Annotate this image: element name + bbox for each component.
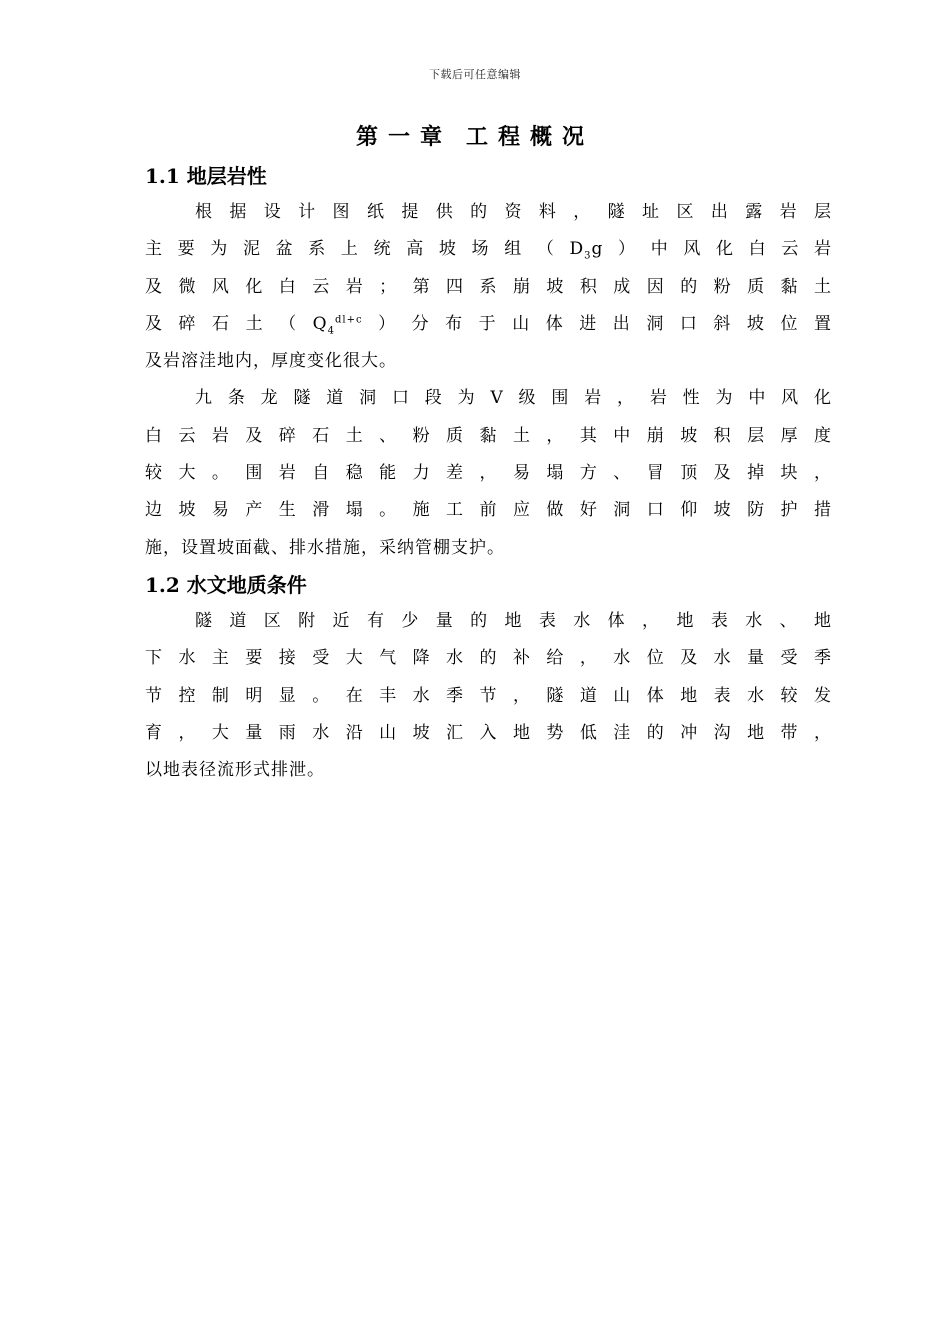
paragraph — [145, 194, 832, 380]
text-run: 及碎石土（Q — [145, 313, 328, 334]
paragraph-line: 及岩溶洼地内，厚度变化很大。 — [145, 351, 397, 372]
superscript: dl+c — [334, 314, 363, 326]
section-heading: 1.2 水文地质条件 — [145, 572, 307, 597]
text-run: 主要为泥盆系上统高坡场组（D — [145, 239, 585, 260]
subscript: 3 — [584, 250, 592, 262]
section-heading: 1.1 地层岩性 — [145, 164, 267, 188]
paragraph-line: 隧道区附近有少量的地表水体，地表水、地 — [195, 610, 832, 631]
document-body — [145, 158, 832, 789]
chapter-number: 第一章 — [355, 124, 452, 150]
subscript: 4 — [327, 325, 335, 337]
text-run: ）分布于山体进出洞口斜坡位置 — [362, 313, 832, 334]
header-note: 下载后可任意编辑 — [429, 68, 521, 81]
chapter-title — [0, 120, 950, 151]
paragraph-line: 施，设置坡面截、排水措施，采纳管棚支护。 — [145, 537, 505, 558]
paragraph — [145, 380, 832, 566]
paragraph-line: 边坡易产生滑塌。施工前应做好洞口仰坡防护措 — [145, 500, 832, 521]
paragraph-line-rich — [145, 231, 832, 268]
paragraph-line: 节控制明显。在丰水季节，隧道山体地表水较发 — [145, 685, 832, 706]
paragraph-line: 白云岩及碎石土、粉质黏土，其中崩坡积层厚度 — [145, 425, 832, 446]
paragraph-line-rich — [145, 306, 832, 343]
paragraph-line: 育，大量雨水沿山坡汇入地势低洼的冲沟地带， — [145, 722, 832, 743]
paragraph-line: 及微风化白云岩；第四系崩坡积成因的粉质黏土 — [145, 276, 832, 297]
text-run: g）中风化白云岩 — [591, 239, 832, 260]
paragraph-line: 根据设计图纸提供的资料，隧址区出露岩层 — [195, 202, 832, 222]
paragraph-line: 以地表径流形式排泄。 — [145, 760, 325, 781]
paragraph-line: 九条龙隧道洞口段为Ⅴ级围岩，岩性为中风化 — [195, 388, 832, 409]
paragraph — [145, 603, 832, 789]
paragraph-line: 下水主要接受大气降水的补给，水位及水量受季 — [145, 648, 832, 669]
paragraph-line: 较大。围岩自稳能力差，易塌方、冒顶及掉块， — [145, 463, 832, 484]
chapter-name: 工程概况 — [466, 124, 595, 150]
